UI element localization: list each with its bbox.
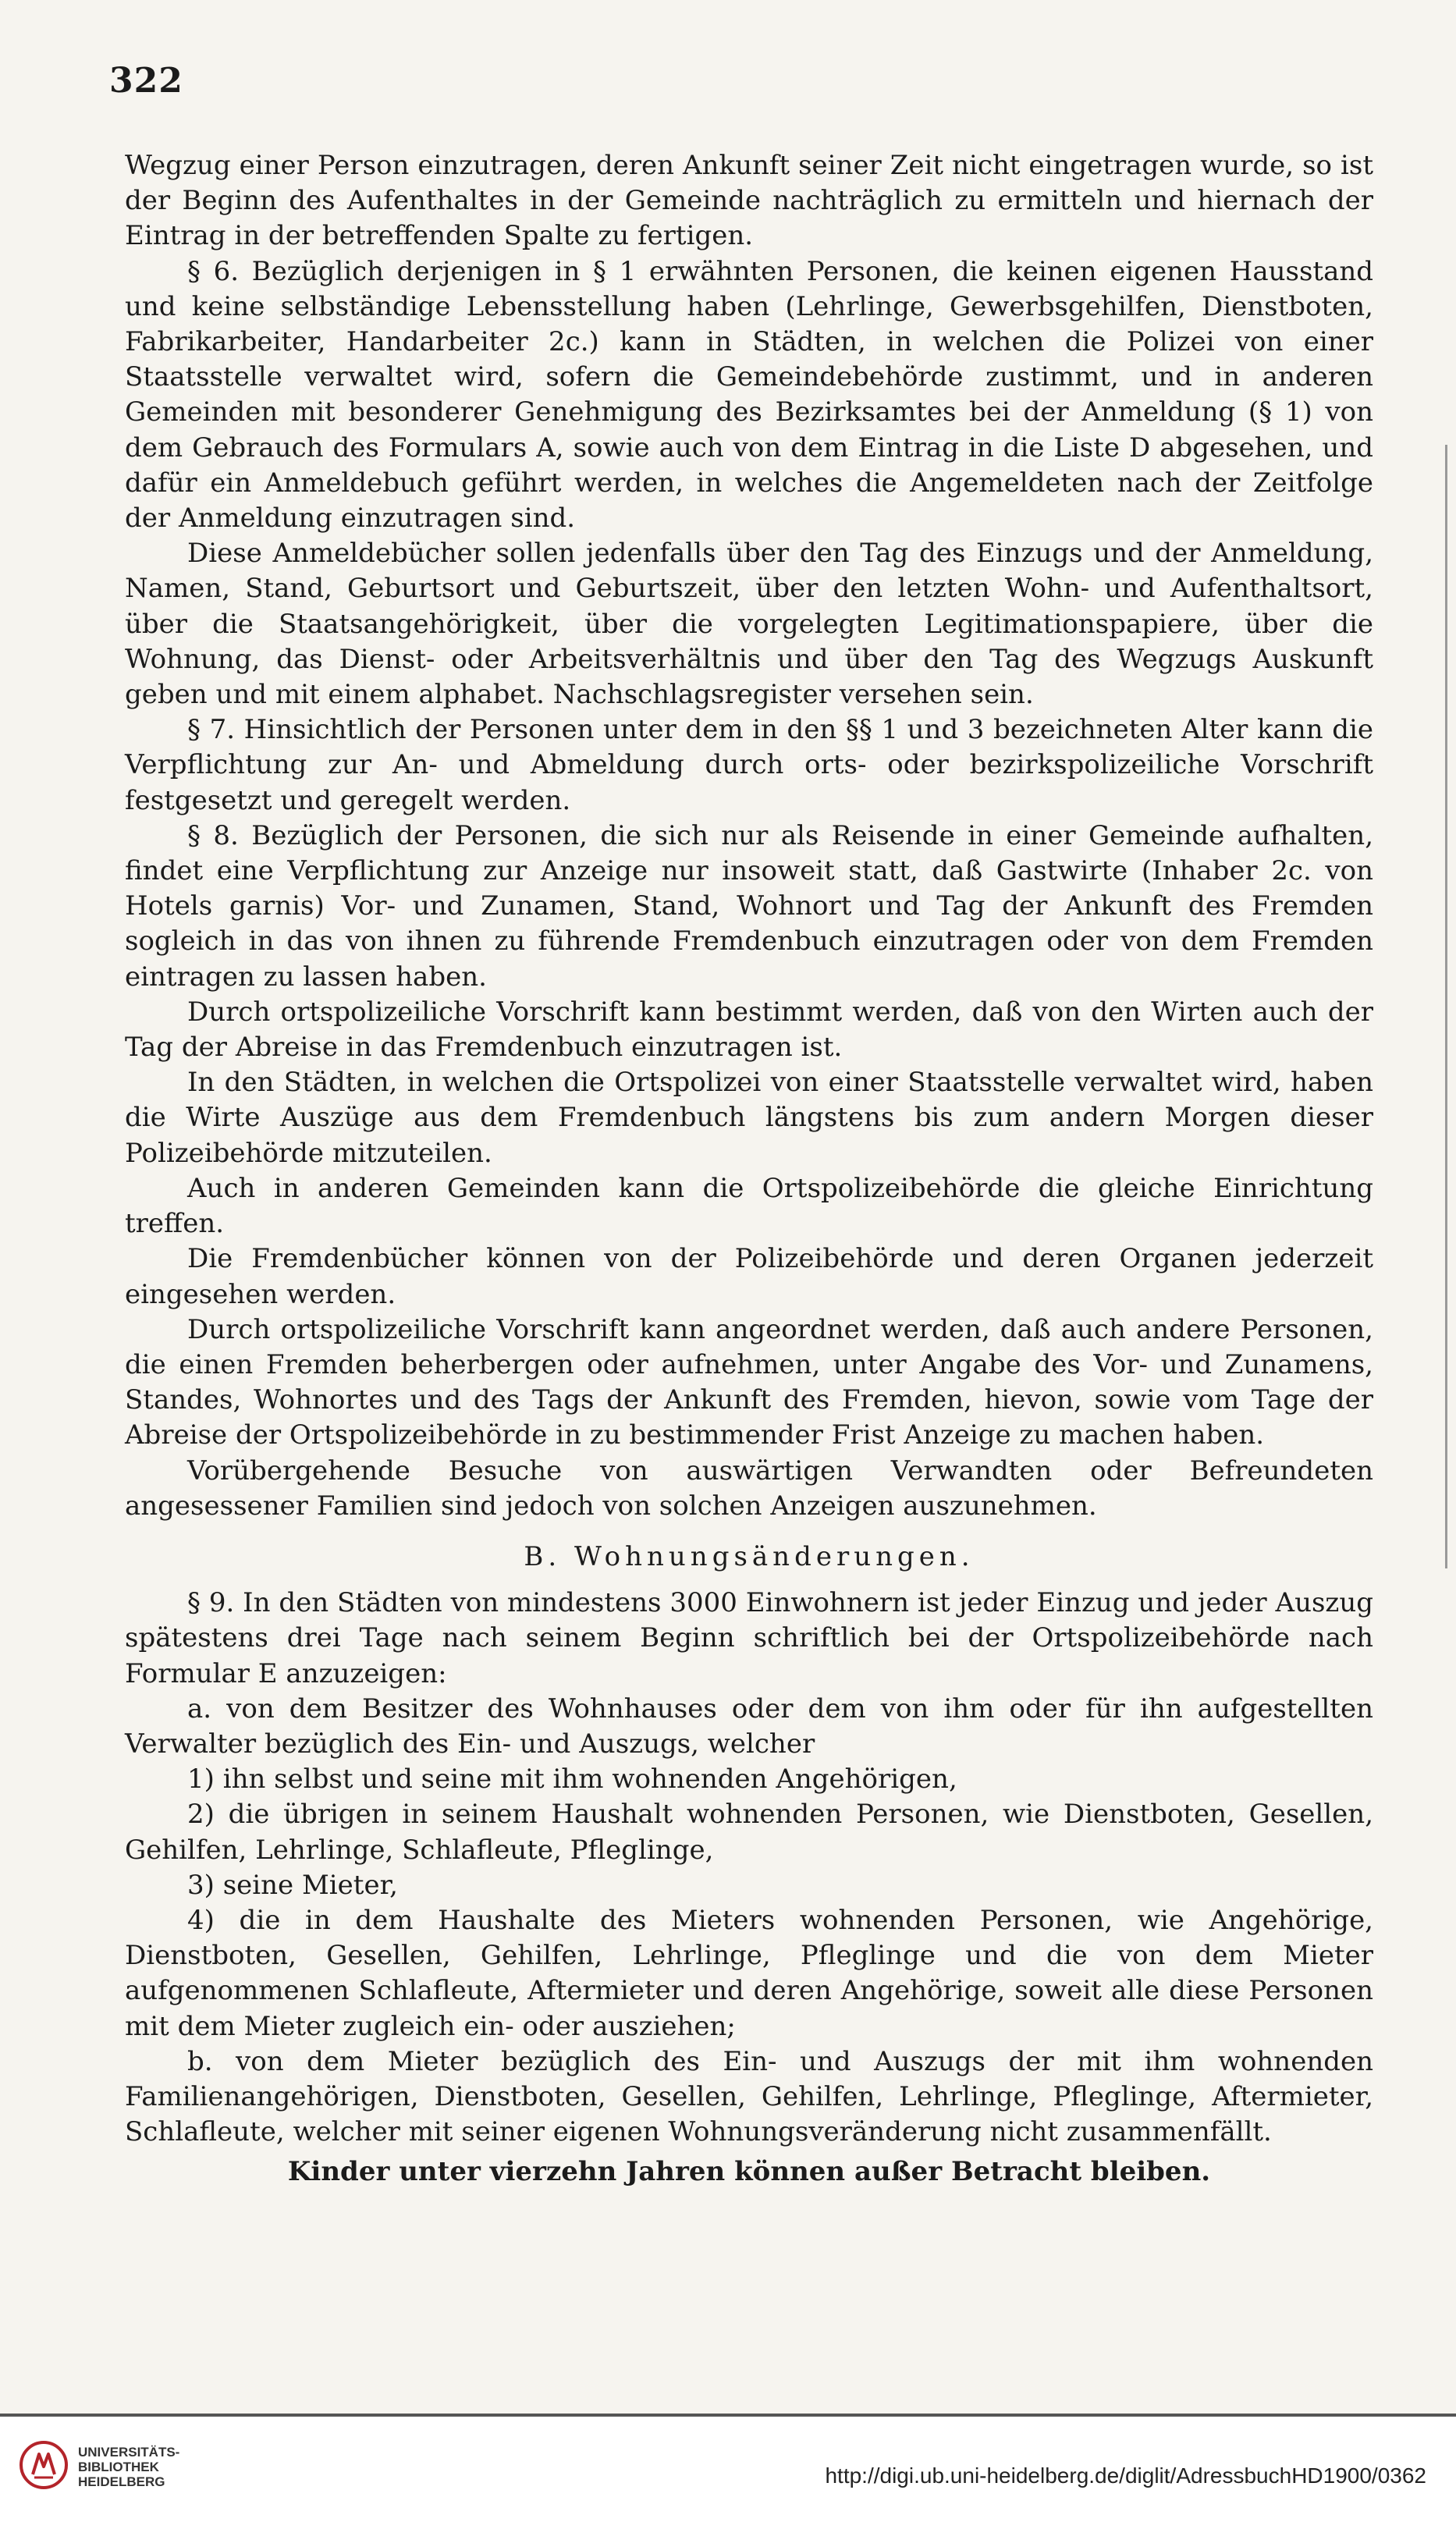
- paragraph: 1) ihn selbst und seine mit ihm wohnenden Angehörigen,: [187, 1764, 957, 1796]
- paragraph: Die Fremdenbücher können von der Polizeibehörde und deren Organen jederzeit eingesehen werden.: [125, 1243, 1373, 1310]
- paragraph: a. von dem Besitzer des Wohnhauses oder dem von ihm oder für ihn aufgestellten Verwalter bezüglich des Ein- und Auszugs, welcher: [125, 1693, 1373, 1760]
- paragraph: Durch ortspolizeiliche Vorschrift kann bestimmt werden, daß von den Wirten auch der Tag der Abreise in das Fremdenbuch einzutragen ist.: [125, 996, 1373, 1064]
- page-edge-mark: [1445, 445, 1447, 1568]
- paragraph: § 9. In den Städten von mindestens 3000 Einwohnern ist jeder Einzug und jeder Auszug spätestens drei Tage nach seinem Beginn schriftlich bei der Ortspolizeibehörde nach Formular E anzuzeigen:: [125, 1587, 1373, 1689]
- paragraph: b. von dem Mieter bezüglich des Ein- und Auszugs der mit ihm wohnenden Familienangehörigen, Dienstboten, Gesellen, Gehilfen, Lehrlinge, Pfleglinge, Aftermieter, Schlafleute, welcher mit seiner eigenen Wohnungsveränderung nicht zusammenfällt.: [125, 2045, 1373, 2148]
- library-name: [78, 2445, 179, 2489]
- paragraph: Wegzug einer Person einzutragen, deren Ankunft seiner Zeit nicht eingetragen wurde, so ist der Beginn des Aufenthaltes in der Gemeinde nachträglich zu ermitteln und hiernach der Eintrag in der betreffenden Spalte zu fertigen.: [125, 150, 1373, 252]
- paragraph: Vorübergehende Besuche von auswärtigen Verwandten oder Befreundeten angesessener Familien sind jedoch von solchen Anzeigen auszunehmen.: [125, 1455, 1373, 1522]
- page-number: 322: [109, 61, 183, 101]
- paragraph: 4) die in dem Haushalte des Mieters wohnenden Personen, wie Angehörige, Dienstboten, Gesellen, Gehilfen, Lehrlinge, Pfleglinge und die von dem Mieter aufgenommenen Schlafleute, Aftermieter und deren Angehörige, soweit alle diese Personen mit dem Mieter zugleich ein- oder ausziehen;: [125, 1904, 1373, 2042]
- paragraph: § 8. Bezüglich der Personen, die sich nur als Reisende in einer Gemeinde aufhalten, findet eine Verpflichtung zur Anzeige nur insoweit statt, daß Gastwirte (Inhaber 2c. von Hotels garnis) Vor- und Zunamen, Stand, Wohnort und Tag der Ankunft des Fremden sogleich in das von ihnen zu führende Fremdenbuch einzutragen oder von dem Fremden eintragen zu lassen haben.: [125, 819, 1373, 993]
- paragraph: In den Städten, in welchen die Ortspolizei von einer Staatsstelle verwaltet wird, haben die Wirte Auszüge aus dem Fremdenbuch längstens bis zum andern Morgen dieser Polizeibehörde mitzuteilen.: [125, 1067, 1373, 1169]
- paragraph: § 7. Hinsichtlich der Personen unter dem in den §§ 1 und 3 bezeichneten Alter kann die Verpflichtung zur An- und Abmeldung durch orts- oder bezirkspolizeiliche Vorschrift festgesetzt und geregelt werden.: [125, 714, 1373, 816]
- library-name-line1: UNIVERSITÄTS-: [78, 2445, 180, 2460]
- paragraph: Diese Anmeldebücher sollen jedenfalls über den Tag des Einzugs und der Anmeldung, Namen, Stand, Geburtsort und Geburtszeit, über den letzten Wohn- und Aufenthaltsort, über die Staatsangehörigkeit, über die vorgelegten Legitimationspapiere, über die Wohnung, das Dienst- oder Arbeitsverhältnis und über den Tag des Wegzugs Auskunft geben und mit einem alphabet. Nachschlagsregister versehen sein.: [125, 538, 1373, 711]
- paragraph: Auch in anderen Gemeinden kann die Ortspolizeibehörde die gleiche Einrichtung treffen.: [125, 1172, 1373, 1240]
- library-name-line3: HEIDELBERG: [78, 2474, 165, 2489]
- paragraph: Durch ortspolizeiliche Vorschrift kann angeordnet werden, daß auch andere Personen, die einen Fremden beherbergen oder aufnehmen, unter Angabe des Vor- und Zunamens, Standes, Wohnortes und des Tags der Ankunft des Fremden, hievon, sowie vom Tage der Abreise der Ortspolizeibehörde in zu bestimmender Frist Anzeige zu machen haben.: [125, 1313, 1373, 1451]
- library-name-line2: BIBLIOTHEK: [78, 2460, 159, 2474]
- paragraph: 3) seine Mieter,: [187, 1869, 398, 1901]
- section-heading: B. Wohnungsänderungen.: [524, 1540, 975, 1572]
- paragraph: § 6. Bezüglich derjenigen in § 1 erwähnten Personen, die keinen eigenen Hausstand und keine selbständige Lebensstellung haben (Lehrlinge, Gewerbsgehilfen, Dienstboten, Fabrikarbeiter, Handarbeiter 2c.) kann in Städten, in welchen die Polizei von einer Staatsstelle verwaltet wird, sofern die Gemeindebehörde zustimmt, und in anderen Gemeinden mit besonderer Genehmigung des Bezirksamtes bei der Anmeldung (§ 1) von dem Gebrauch des Formulars A, sowie auch von dem Eintrag in die Liste D abgesehen, und dafür ein Anmeldebuch geführt werden, in welches die Angemeldeten nach der Zeitfolge der Anmeldung einzutragen sind.: [125, 255, 1373, 535]
- paragraph: 2) die übrigen in seinem Haushalt wohnenden Personen, wie Dienstboten, Gesellen, Gehilfen, Lehrlinge, Schlafleute, Pfleglinge,: [125, 1799, 1373, 1866]
- footer-bar: [0, 2417, 1456, 2529]
- university-seal-icon: [19, 2440, 69, 2490]
- paragraph: Kinder unter vierzehn Jahren können außer Betracht bleiben.: [287, 2156, 1211, 2188]
- source-url[interactable]: http://digi.ub.uni-heidelberg.de/diglit/AdressbuchHD1900/0362: [825, 2463, 1426, 2488]
- body-text: [125, 148, 1373, 2190]
